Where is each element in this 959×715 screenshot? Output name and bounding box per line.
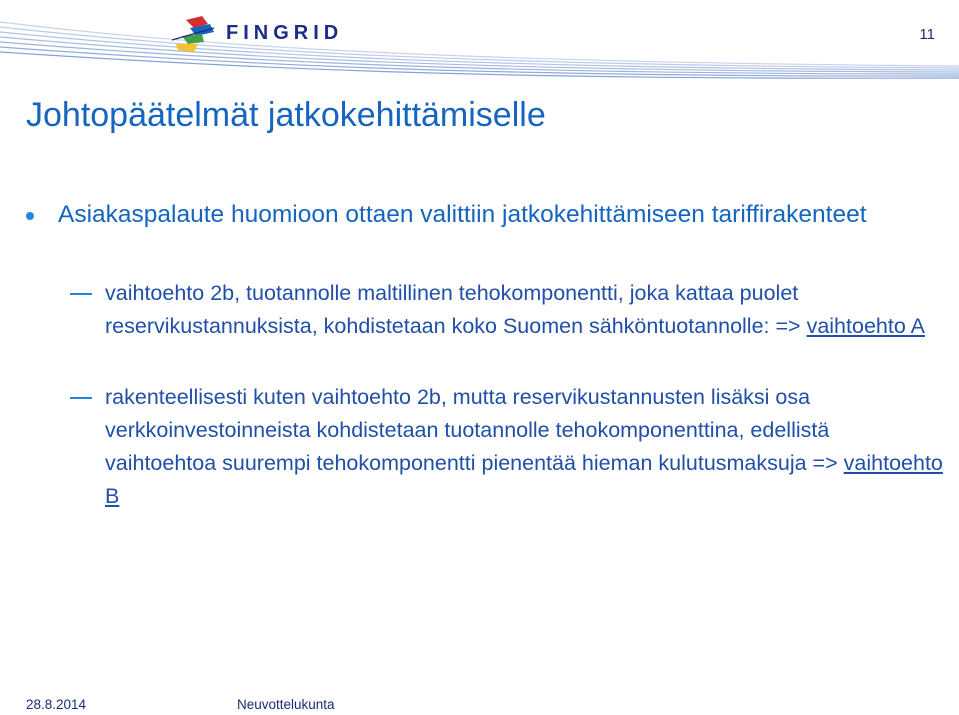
fingrid-logo-text: FINGRID xyxy=(226,22,344,44)
vaihtoehto-a-link[interactable]: vaihtoehto A xyxy=(806,314,925,338)
header-swoosh-graphic xyxy=(0,0,959,90)
subitem-2 xyxy=(105,381,945,513)
slide-title: Johtopäätelmät jatkokehittämiselle xyxy=(26,96,546,134)
subitem-2-text: rakenteellisesti kuten vaihtoehto 2b, mutta reservikustannusten lisäksi osa verkkoinvestoinneista kohdistetaan tuotannolle tehokomponenttina, edellistä vaihtoehtoa suurempi tehokomponentti pienentää hieman kulutusmaksuja => xyxy=(105,385,844,475)
subitem-1 xyxy=(105,277,945,343)
vaihtoehto-b-link[interactable]: vaihtoehto B xyxy=(105,451,943,508)
dash-icon xyxy=(70,397,92,399)
page-number: 11 xyxy=(919,26,935,43)
subitem-1-text: vaihtoehto 2b, tuotannolle maltillinen tehokomponentti, joka kattaa puolet reservikustannuksista, kohdistetaan koko Suomen sähköntuotannolle: => xyxy=(105,281,807,338)
footer-center-text: Neuvottelukunta xyxy=(237,697,335,712)
bullet-text: Asiakaspalaute huomioon ottaen valittiin jatkokehittämiseen tariffirakenteet xyxy=(58,201,867,228)
footer-date: 28.8.2014 xyxy=(26,697,87,712)
dash-icon xyxy=(70,293,92,295)
bullet-dot-icon xyxy=(26,212,34,220)
